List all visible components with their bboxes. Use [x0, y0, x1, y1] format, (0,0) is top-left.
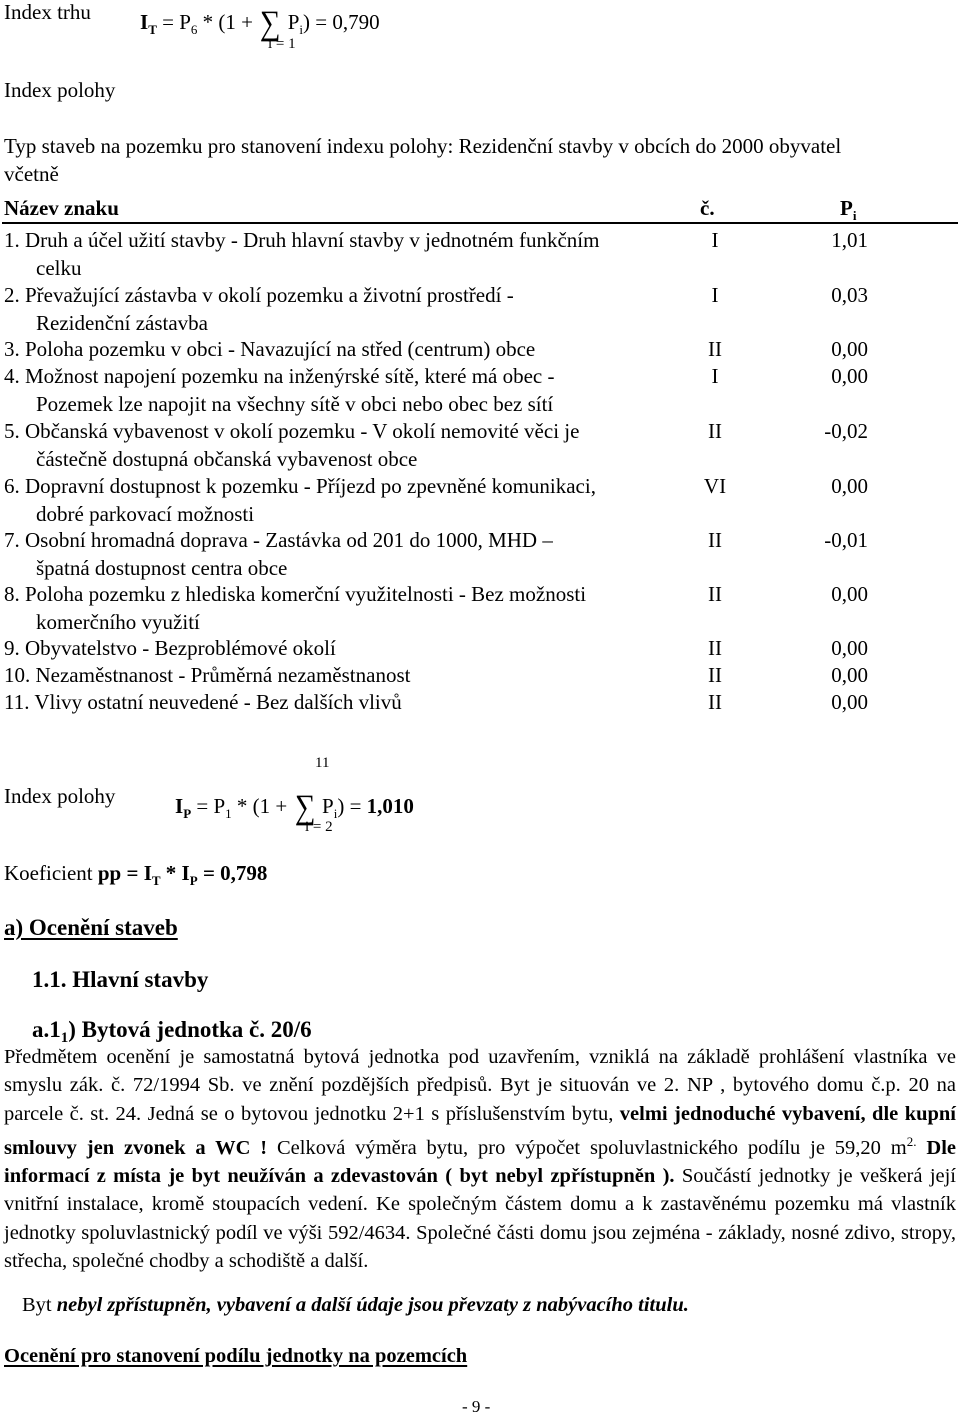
row-pi-value: 0,00	[831, 663, 868, 687]
page-number: - 9 -	[462, 1397, 491, 1416]
row-label-line1: 9. Obyvatelstvo - Bezproblémové okolí	[4, 636, 336, 660]
section-11-heading: 1.1. Hlavní stavby	[32, 967, 209, 992]
row-pi-value: 1,01	[831, 228, 868, 252]
row-cislo: I	[711, 364, 719, 388]
ip-sum-lower: i = 2	[305, 819, 333, 835]
final-heading: Ocenění pro stanovení podílu jednotky na pozemcích	[4, 1345, 468, 1367]
ip-formula: $I_P = P_1 * (1$ + ∑ $P_i) = 1,010$	[175, 789, 414, 826]
row-cislo: II	[708, 663, 722, 687]
table-header-rule	[2, 222, 958, 224]
row-pi-value: 0,00	[831, 636, 868, 660]
row-pi-value: -0,01	[824, 528, 868, 552]
koeficient-line: Koeficient pp = $I_T * I_P = 0,798$	[4, 861, 268, 888]
row-pi-value: 0,00	[831, 337, 868, 361]
row-label-line1: 1. Druh a účel užití stavby - Druh hlavní stavby v jednotném funkčním	[4, 228, 600, 252]
index-trhu-sum-lower: i = 1	[268, 36, 296, 52]
index-polohy-heading: Index polohy	[4, 78, 116, 102]
row-pi-value: 0,00	[831, 582, 868, 606]
row-cislo: II	[708, 636, 722, 660]
row-label-line1: 6. Dopravní dostupnost k pozemku - Příjezd po zpevněné komunikaci,	[4, 474, 596, 498]
row-label-line2: Pozemek lze napojit na všechny sítě v obci nebo obec bez sítí	[36, 392, 554, 416]
row-label-line2: špatná dostupnost centra obce	[36, 556, 288, 580]
row-cislo: II	[708, 528, 722, 552]
description-paragraph: Předmětem ocenění je samostatná bytová jednotka pod uzavřením, vzniklá na základě prohlášení vlastníka ve smyslu zák. č. 72/1994 Sb. ve znění pozdějších předpisů. Byt je situován ve 2. NP , bytového domu č.p. 20 na parcele č. st. 24. Jedná se o bytovou jednotku 2+1 s příslušenstvím bytu, velmi jednoduché vybavení, dle kupní smlouvy jen zvonek a WC ! Celková výměra bytu, pro výpočet spoluvlastnického podílu je 59,20 $m^{2.}$ Dle informací z místa je byt neužíván a zdevastován ( byt nebyl zpřístupněn ). Součástí jednotky je veškerá její vnitřní instalace, kromě stoupacích vedení. Ke společným částem domu a k zastavěnému pozemku má vlastník jednotky spoluvlastnický podíl ve výši 592/4634. Společné části domu jsou zejména - základy, nosné zdivo, stropy, střecha, společné chodby a schodiště a další.	[4, 1046, 957, 1272]
row-label-line2: celku	[36, 256, 82, 280]
row-cislo: I	[711, 228, 719, 252]
ip-sum-upper: 11	[315, 755, 330, 771]
sum-symbol: ∑	[260, 5, 281, 42]
row-cislo: II	[708, 337, 722, 361]
row-label-line1: 5. Občanská vybavenost v okolí pozemku - V okolí nemovité věci je	[4, 419, 580, 443]
row-label-line1: 11. Vlivy ostatní neuvedené - Bez dalších vlivů	[4, 690, 402, 714]
table-header-pi: $P_i$	[840, 196, 857, 223]
row-label-line2: částečně dostupná občanská vybavenost obce	[36, 447, 418, 471]
type-text-line1: Typ staveb na pozemku pro stanovení indexu polohy: Rezidenční stavby v obcích do 2000 obyvatel	[4, 134, 842, 158]
table-header-name: Název znaku	[4, 196, 119, 220]
row-label-line2: komerčního využití	[36, 610, 200, 634]
row-cislo: II	[708, 690, 722, 714]
row-label-line1: 2. Převažující zástavba v okolí pozemku a životní prostředí -	[4, 283, 514, 307]
row-label-line1: 10. Nezaměstnanost - Průměrná nezaměstnanost	[4, 663, 411, 687]
type-text-line2: včetně	[4, 162, 59, 186]
row-label-line1: 7. Osobní hromadná doprava - Zastávka od 201 do 1000, MHD –	[4, 528, 553, 552]
ip-label: Index polohy	[4, 784, 116, 808]
sum-symbol: ∑	[294, 789, 315, 826]
row-label-line1: 3. Poloha pozemku v obci - Navazující na střed (centrum) obce	[4, 337, 536, 361]
section-a11-heading: $a.1_1$) Bytová jednotka č. 20/6	[32, 1017, 312, 1046]
row-pi-value: -0,02	[824, 419, 868, 443]
row-label-line1: 8. Poloha pozemku z hlediska komerční využitelnosti - Bez možnosti	[4, 582, 587, 606]
row-label-line2: dobré parkovací možnosti	[36, 502, 255, 526]
row-cislo: VI	[703, 474, 727, 498]
row-pi-value: 0,03	[831, 283, 868, 307]
index-trhu-formula: $I_T = P_6 * (1$ + ∑ $P_i) = 0,790$	[140, 5, 380, 42]
row-pi-value: 0,00	[831, 474, 868, 498]
row-label-line1: 4. Možnost napojení pozemku na inženýrské sítě, které má obec -	[4, 364, 555, 388]
row-pi-value: 0,00	[831, 690, 868, 714]
row-cislo: II	[708, 419, 722, 443]
row-cislo: II	[708, 582, 722, 606]
row-cislo: I	[711, 283, 719, 307]
index-trhu-label: Index trhu	[4, 0, 91, 24]
row-pi-value: 0,00	[831, 364, 868, 388]
row-label-line2: Rezidenční zástavba	[36, 311, 208, 335]
note-line: Byt nebyl zpřístupněn, vybavení a další údaje jsou převzaty z nabývacího titulu.	[22, 1294, 689, 1316]
section-a-heading: a) Ocenění staveb	[4, 915, 178, 940]
table-header-num: č.	[700, 196, 715, 220]
